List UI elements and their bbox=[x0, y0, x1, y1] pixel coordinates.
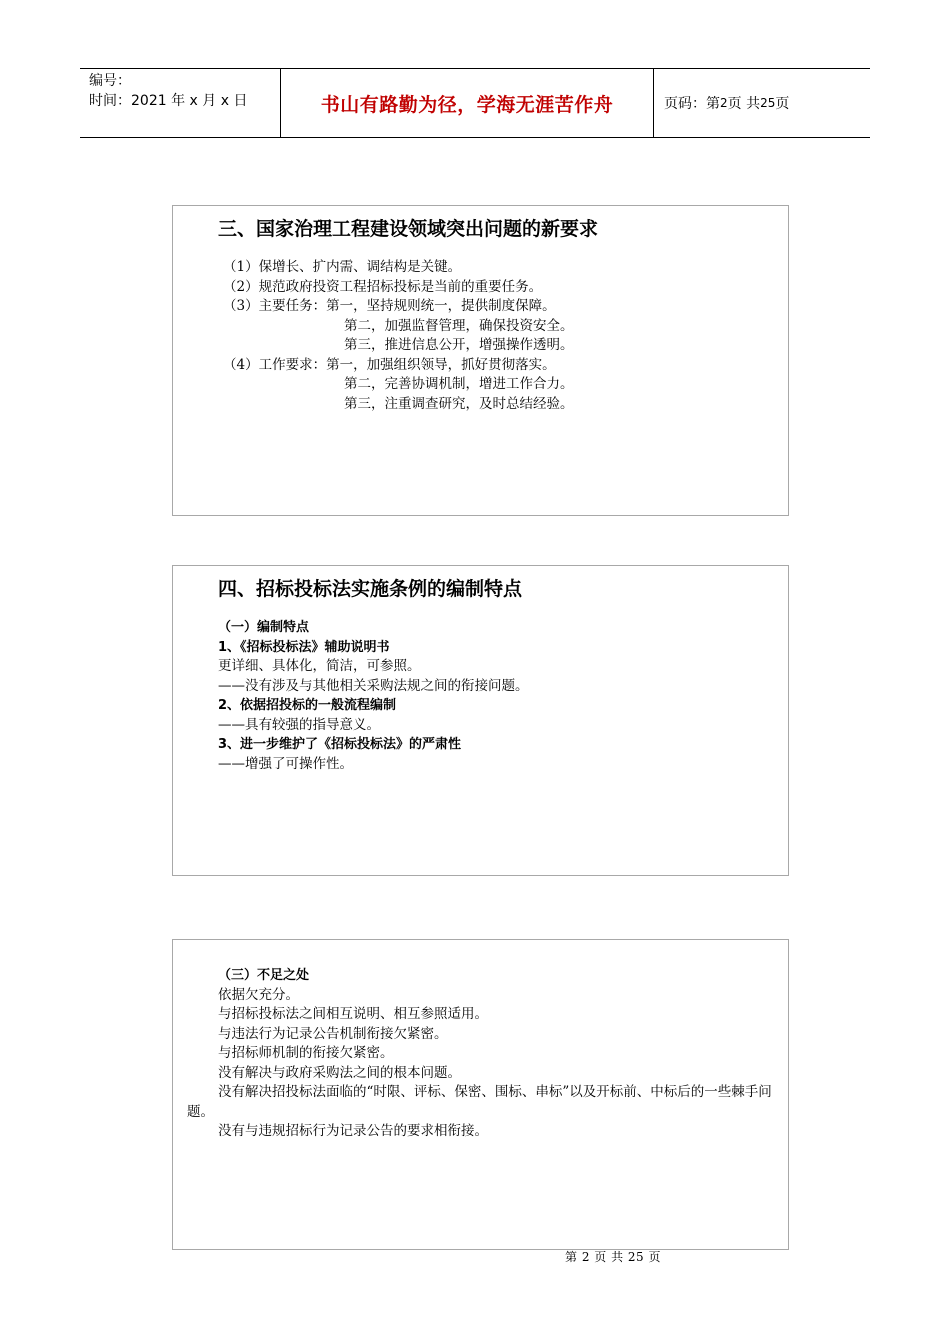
header-page-cell bbox=[654, 69, 870, 137]
list-item: （4）工作要求：第一，加强组织领导，抓好贯彻落实。 bbox=[223, 356, 556, 373]
slide-shortcomings bbox=[172, 939, 789, 1250]
page-total: 25 bbox=[760, 96, 776, 110]
list-item: 第三，推进信息公开，增强操作透明。 bbox=[344, 337, 574, 353]
header-motto: 书山有路勤为径，学海无涯苦作舟 bbox=[281, 69, 654, 137]
list-item: 与招标师机制的衔接欠紧密。 bbox=[218, 1045, 394, 1061]
section-subtitle: （三）不足之处 bbox=[218, 968, 310, 983]
page-mid: 页 共 bbox=[727, 96, 761, 112]
list-item: 第二，加强监督管理，确保投资安全。 bbox=[344, 317, 574, 334]
list-item: （3）主要任务：第一，坚持规则统一，提供制度保障。 bbox=[223, 298, 556, 314]
slide-new-requirements bbox=[172, 205, 789, 516]
list-item: ——增强了可操作性。 bbox=[218, 755, 353, 772]
list-item: 2、依据招投标的一般流程编制 bbox=[218, 698, 397, 713]
page-suffix: 页 bbox=[775, 96, 790, 112]
list-item: ——具有较强的指导意义。 bbox=[218, 716, 380, 733]
slide-body bbox=[218, 618, 529, 774]
list-item: ——没有涉及与其他相关采购法规之间的衔接问题。 bbox=[218, 677, 529, 694]
section-subtitle: （一）编制特点 bbox=[218, 620, 310, 635]
list-item: 与违法行为记录公告机制衔接欠紧密。 bbox=[218, 1025, 448, 1042]
list-item: 没有解决招投标法面临的“时限、评标、保密、围标、串标”以及开标前、中标后的一些棘手问题。 bbox=[187, 1084, 772, 1120]
list-item: 与招标投标法之间相互说明、相互参照适用。 bbox=[218, 1006, 488, 1022]
slide-title: 三、国家治理工程建设领域突出问题的新要求 bbox=[218, 218, 599, 240]
page-footer: 第 2 页 共 25 页 bbox=[565, 1250, 661, 1264]
slide-title: 四、招标投标法实施条例的编制特点 bbox=[218, 578, 523, 600]
slide-body bbox=[187, 966, 787, 1142]
number-label: 编号： bbox=[89, 73, 131, 89]
list-item: 更详细、具体化，简洁，可参照。 bbox=[218, 658, 421, 674]
list-item: 第三，注重调查研究，及时总结经验。 bbox=[344, 395, 574, 412]
header-info-cell bbox=[80, 69, 281, 137]
list-item: 第二，完善协调机制，增进工作合力。 bbox=[344, 376, 574, 392]
list-item: 3、进一步维护了《招标投标法》的严肃性 bbox=[218, 737, 462, 752]
list-item: 没有与违规招标行为记录公告的要求相衔接。 bbox=[218, 1123, 488, 1139]
page-number: 2 bbox=[720, 96, 728, 110]
time-label: 时间：2021 年 x 月 x 日 bbox=[89, 93, 248, 109]
page-header bbox=[80, 68, 870, 138]
list-item: 1、《招标投标法》辅助说明书 bbox=[218, 639, 390, 655]
list-item: 依据欠充分。 bbox=[218, 986, 299, 1003]
slide-body bbox=[223, 258, 574, 414]
page-prefix: 页码：第 bbox=[664, 96, 720, 112]
slide-compilation-features bbox=[172, 565, 789, 876]
list-item: （1）保增长、扩内需、调结构是关键。 bbox=[223, 259, 462, 275]
list-item: （2）规范政府投资工程招标投标是当前的重要任务。 bbox=[223, 278, 543, 295]
list-item: 没有解决与政府采购法之间的根本问题。 bbox=[218, 1064, 461, 1081]
